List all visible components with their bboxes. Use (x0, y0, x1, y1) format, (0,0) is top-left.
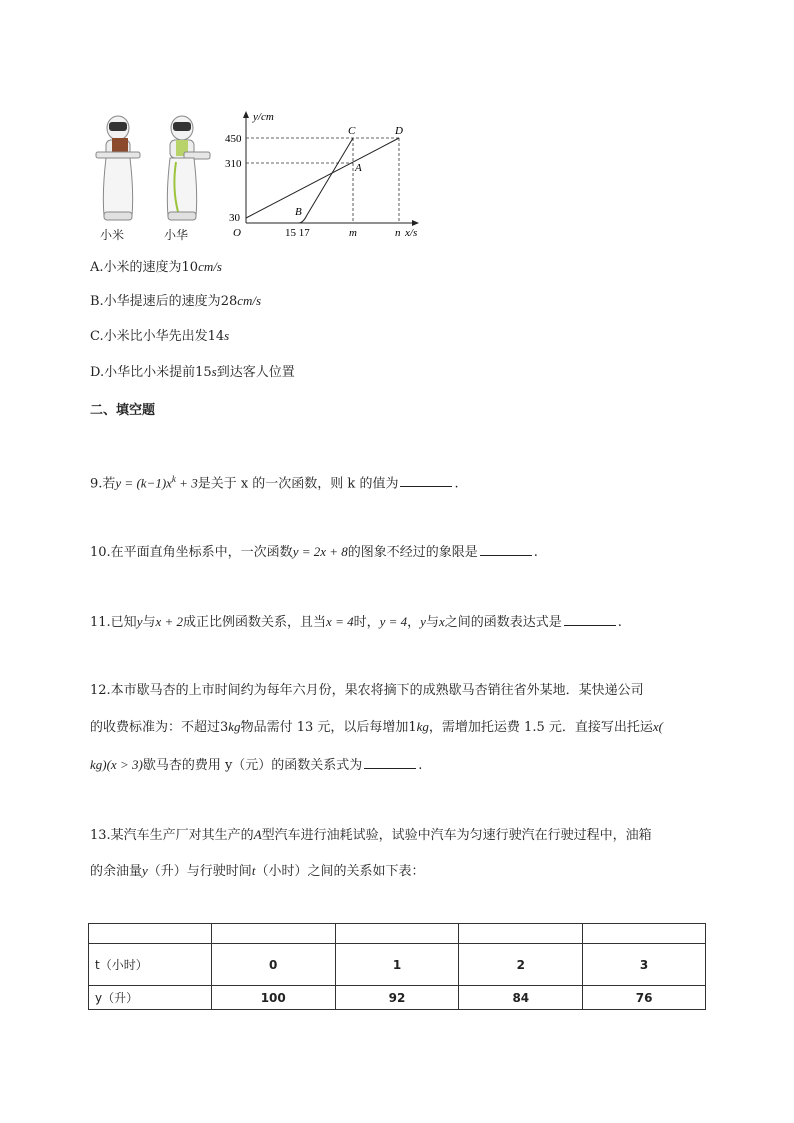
table-cell (459, 924, 583, 944)
table-cell (335, 924, 459, 944)
y-tick-310: 310 (225, 158, 242, 170)
table-row (89, 944, 706, 986)
question-13-line-2: 的余油量y（升）与行驶时间t（小时）之间的关系如下表： (90, 863, 425, 879)
option-b: B.小华提速后的速度为28cm/s (90, 293, 262, 309)
y-axis-arrow (243, 111, 249, 118)
x-tick-n: n (395, 227, 401, 239)
answer-blank-12[interactable] (364, 754, 416, 769)
table-cell: 92 (335, 986, 459, 1010)
table-row-label: y（升） (89, 986, 212, 1010)
robot-xiaohua-label: 小华 (164, 228, 189, 242)
option-a: A.小米的速度为10cm/s (90, 259, 222, 275)
option-d: D.小华比小米提前15s到达客人位置 (90, 364, 295, 380)
answer-blank-9[interactable] (400, 472, 452, 487)
question-12-line-2: 的收费标准为：不超过3kg物品需付 13 元，以后每增加1kg，需增加托运费 1.5 元．直接写出托运x( (90, 719, 663, 735)
robot-xiaohua-image (156, 112, 212, 224)
x-axis-label: x/s (405, 227, 418, 239)
table-cell: 3 (583, 944, 706, 986)
question-12-line-3: kg)(x > 3)歇马杏的费用 y（元）的函数关系式为 . (90, 754, 422, 775)
x-tick-15-17: 15 17 (285, 227, 310, 239)
table-cell: 100 (211, 986, 335, 1010)
table-row-label: t（小时） (89, 944, 212, 986)
option-c: C.小米比小华先出发14s (90, 328, 230, 344)
table-cell: 2 (459, 944, 583, 986)
point-label-d: D (395, 125, 403, 137)
point-label-c: C (348, 125, 356, 137)
answer-blank-11[interactable] (564, 611, 616, 626)
y-tick-30: 30 (229, 212, 240, 224)
point-label-b: B (295, 206, 302, 218)
y-axis-label: y/cm (253, 111, 274, 123)
section-title: 二、填空题 (90, 403, 156, 418)
y-tick-450: 450 (225, 133, 242, 145)
fuel-table (88, 923, 706, 1010)
table-row (89, 986, 706, 1010)
answer-blank-10[interactable] (480, 541, 532, 556)
table-cell: 0 (211, 944, 335, 986)
question-10: 10.在平面直角坐标系中，一次函数y = 2x + 8的图象不经过的象限是 . (90, 541, 538, 562)
question-13-line-1: 13.某汽车生产厂对其生产的A型汽车进行油耗试验，试验中汽车为匀速行驶汽在行驶过程中，油箱 (90, 827, 652, 843)
robot-xiaomi-image (92, 112, 144, 224)
distance-time-graph (225, 105, 425, 245)
robot-xiaomi-label: 小米 (100, 228, 125, 242)
point-label-a: A (355, 162, 362, 174)
table-cell: 76 (583, 986, 706, 1010)
question-11: 11.已知y与x + 2成正比例函数关系，且当x = 4时，y = 4，y与x之间的函数表达式是 . (90, 611, 622, 632)
table-cell: 84 (459, 986, 583, 1010)
question-12-line-1: 12.本市歇马杏的上市时间约为每年六月份，果农将摘下的成熟歇马杏销往省外某地．某快递公司 (90, 683, 644, 698)
table-cell: 1 (335, 944, 459, 986)
line-xiaomi (246, 138, 399, 218)
table-cell (89, 924, 212, 944)
x-axis-arrow (412, 220, 419, 226)
origin-label: O (233, 227, 241, 239)
x-tick-m: m (349, 227, 357, 239)
table-cell (211, 924, 335, 944)
question-9: 9.若$y = (k-1)x^k + 3$是关于 x 的一次函数，则 k 的值为 . (90, 474, 459, 492)
table-header-row (89, 924, 706, 944)
table-cell (583, 924, 706, 944)
